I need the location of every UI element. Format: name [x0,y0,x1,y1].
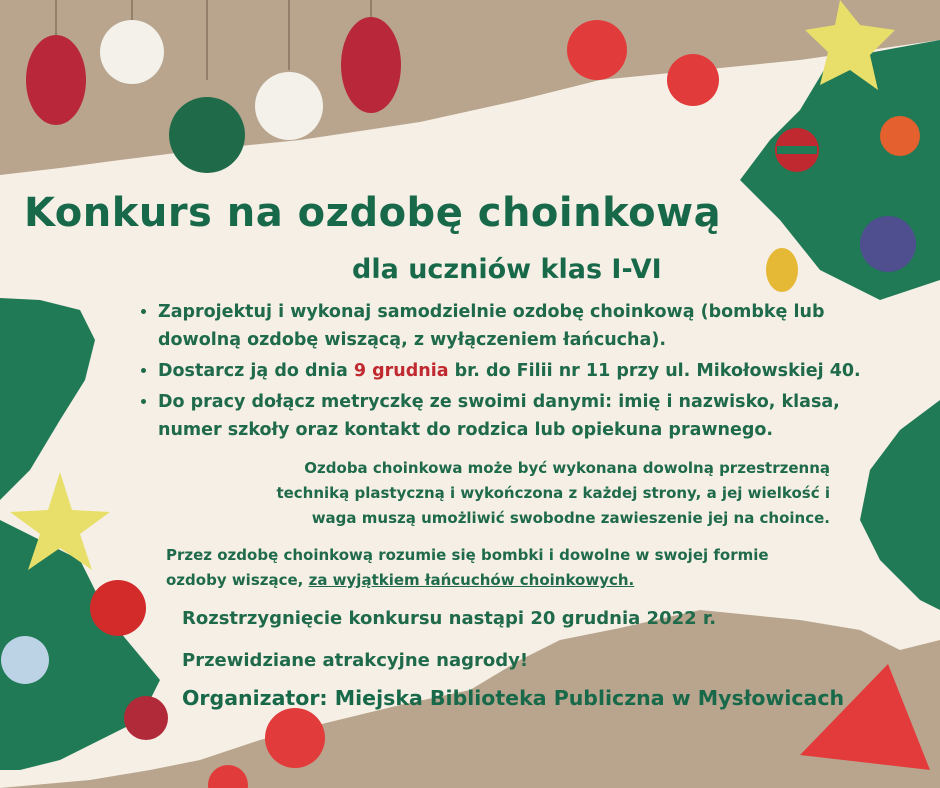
rule-text: Zaprojektuj i wykonaj samodzielnie ozdobę choinkową (bombkę lub dowolną ozdobę wiszącą, z wyłączeniem łańcucha). [158,302,825,350]
red-triangle [800,664,930,770]
definition-note [166,543,806,593]
page-subtitle: dla uczniów klas I-VI [352,254,662,285]
deadline-highlight: 9 grudnia [353,361,449,381]
organizer: Organizator: Miejska Biblioteka Publiczna w Mysłowicach [182,686,845,710]
page-title: Konkurs na ozdobę choinkową [24,190,722,236]
technique-note: Ozdoba choinkowa może być wykonana dowolną przestrzenną techniką plastyczną i wykończona z każdej strony, a jej wielkość i waga muszą umożliwić swobodne zawieszenie jej na choince. [276,459,830,527]
prizes-note: Przewidziane atrakcyjne nagrody! [182,650,529,671]
definition-text: Przez ozdobę choinkową rozumie się bombki i dowolne w swojej formie ozdoby wiszące, [166,546,769,589]
rule-text: Do pracy dołącz metryczkę ze swoimi danymi: imię i nazwisko, klasa, numer szkoły oraz kontakt do rodzica lub opiekuna prawnego. [158,392,840,440]
rule-text: br. do Filii nr 11 przy ul. Mikołowskiej 40. [448,361,861,381]
definition-exception: za wyjątkiem łańcuchów choinkowych. [308,571,635,589]
rules-list [138,298,878,447]
rule-item [158,388,878,444]
verdict-date: Rozstrzygnięcie konkursu nastąpi 20 grudnia 2022 r. [182,608,717,629]
rule-text: Dostarcz ją do dnia [158,361,354,381]
rule-item [158,298,878,354]
rule-item [158,357,878,385]
